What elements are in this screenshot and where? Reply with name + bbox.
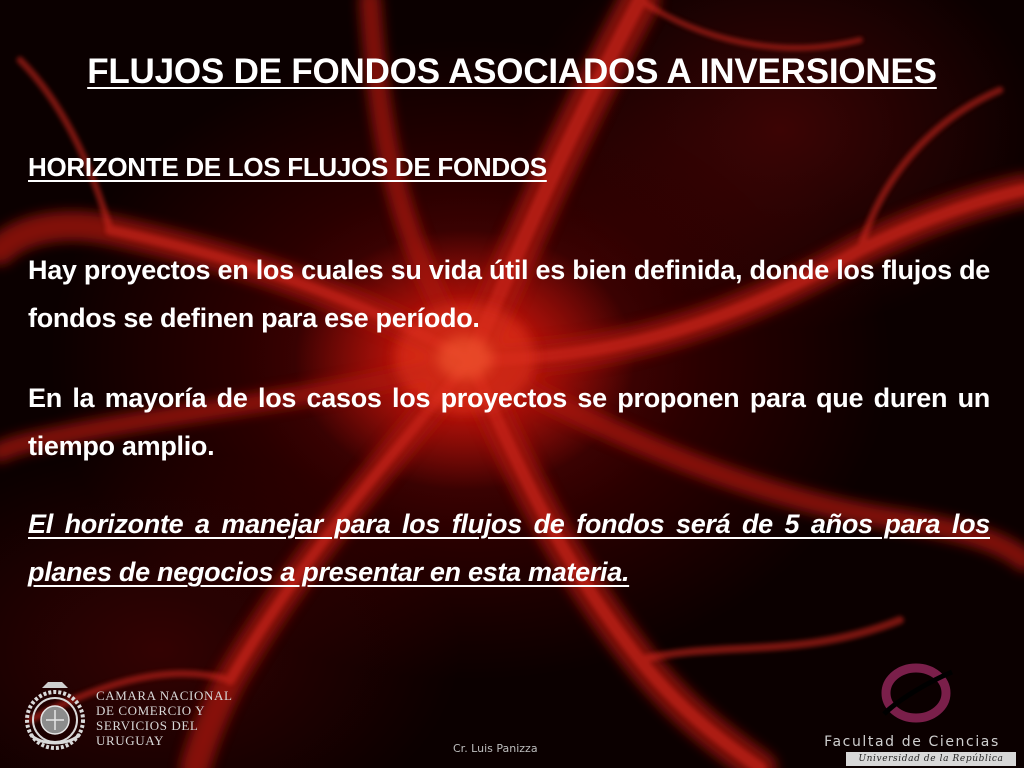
- faculty-name: Facultad de Ciencias: [824, 734, 1000, 750]
- paragraph-3: El horizonte a manejar para los flujos de fondos será de 5 años para los planes de negocios a presentar en esta materia.: [28, 509, 990, 587]
- chamber-name-line-1: CAMARA NACIONAL: [96, 688, 233, 703]
- faculty-logo-icon: [878, 660, 958, 726]
- faculty-logo: [820, 656, 1020, 768]
- chamber-name-line-2: DE COMERCIO Y: [96, 703, 206, 718]
- paragraph-1: Hay proyectos en los cuales su vida útil es bien definida, donde los flujos de fondos se definen para ese período.: [28, 255, 990, 333]
- chamber-logo: [22, 670, 262, 760]
- slide-title: FLUJOS DE FONDOS ASOCIADOS A INVERSIONES: [87, 52, 937, 91]
- author-credit: Cr. Luis Panizza: [453, 742, 538, 755]
- chamber-name-line-3: SERVICIOS DEL: [96, 718, 199, 733]
- chamber-seal-icon: [22, 678, 88, 752]
- university-name: Universidad de la República: [846, 752, 1016, 766]
- paragraph-2: En la mayoría de los casos los proyectos se proponen para que duren un tiempo amplio.: [28, 383, 990, 461]
- chamber-name-line-4: URUGUAY: [96, 733, 165, 748]
- slide-subtitle: HORIZONTE DE LOS FLUJOS DE FONDOS: [28, 152, 547, 182]
- chamber-name: [96, 688, 232, 748]
